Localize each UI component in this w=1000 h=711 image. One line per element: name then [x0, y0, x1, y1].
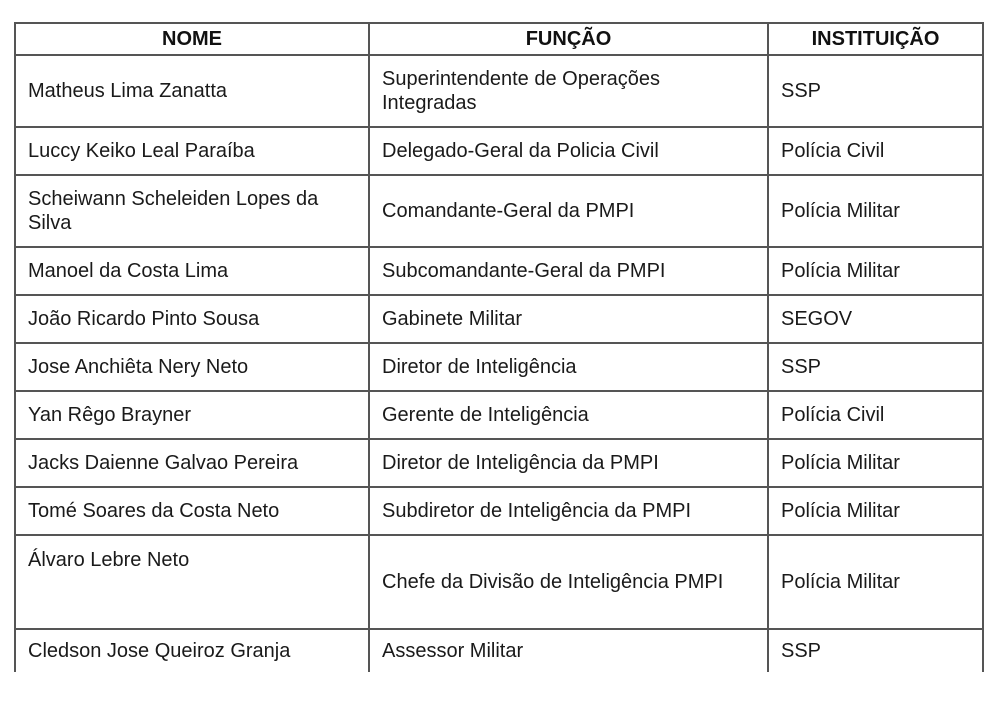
cell-instituicao: Polícia Militar	[768, 247, 983, 295]
cell-instituicao: SSP	[768, 55, 983, 127]
cell-nome: Yan Rêgo Brayner	[15, 391, 369, 439]
cell-funcao: Subcomandante-Geral da PMPI	[369, 247, 768, 295]
table-row	[15, 247, 983, 295]
cell-funcao: Assessor Militar	[369, 629, 768, 673]
table-header-row	[15, 23, 983, 55]
cell-instituicao: Polícia Civil	[768, 391, 983, 439]
table-row	[15, 487, 983, 535]
cell-nome: João Ricardo Pinto Sousa	[15, 295, 369, 343]
table-row	[15, 295, 983, 343]
column-header-instituicao: INSTITUIÇÃO	[768, 23, 983, 55]
cell-funcao: Diretor de Inteligência da PMPI	[369, 439, 768, 487]
table-row	[15, 343, 983, 391]
cell-funcao: Chefe da Divisão de Inteligência PMPI	[369, 535, 768, 629]
table-row	[15, 439, 983, 487]
cell-nome: Scheiwann Scheleiden Lopes da Silva	[15, 175, 369, 247]
cell-instituicao: SSP	[768, 629, 983, 673]
cell-instituicao: Polícia Militar	[768, 439, 983, 487]
cell-nome: Álvaro Lebre Neto	[15, 535, 369, 629]
cell-instituicao: Polícia Militar	[768, 487, 983, 535]
cell-nome: Manoel da Costa Lima	[15, 247, 369, 295]
personnel-table	[14, 22, 984, 674]
column-header-funcao: FUNÇÃO	[369, 23, 768, 55]
cell-funcao: Subdiretor de Inteligência da PMPI	[369, 487, 768, 535]
table-row	[15, 175, 983, 247]
cell-nome: Matheus Lima Zanatta	[15, 55, 369, 127]
cell-instituicao: Polícia Militar	[768, 535, 983, 629]
cell-funcao: Comandante-Geral da PMPI	[369, 175, 768, 247]
cell-funcao: Gabinete Militar	[369, 295, 768, 343]
cell-funcao: Diretor de Inteligência	[369, 343, 768, 391]
cell-instituicao: Polícia Civil	[768, 127, 983, 175]
table-row	[15, 535, 983, 629]
cell-instituicao: SEGOV	[768, 295, 983, 343]
table-row	[15, 127, 983, 175]
cell-funcao: Gerente de Inteligência	[369, 391, 768, 439]
cell-nome: Jose Anchiêta Nery Neto	[15, 343, 369, 391]
column-header-nome: NOME	[15, 23, 369, 55]
cell-nome: Jacks Daienne Galvao Pereira	[15, 439, 369, 487]
cell-instituicao: SSP	[768, 343, 983, 391]
cell-nome: Luccy Keiko Leal Paraíba	[15, 127, 369, 175]
cell-funcao: Delegado-Geral da Policia Civil	[369, 127, 768, 175]
table-row	[15, 629, 983, 673]
table-row	[15, 55, 983, 127]
cell-nome: Tomé Soares da Costa Neto	[15, 487, 369, 535]
cell-nome: Cledson Jose Queiroz Granja	[15, 629, 369, 673]
cell-funcao: Superintendente de Operações Integradas	[369, 55, 768, 127]
cell-instituicao: Polícia Militar	[768, 175, 983, 247]
table-row	[15, 391, 983, 439]
